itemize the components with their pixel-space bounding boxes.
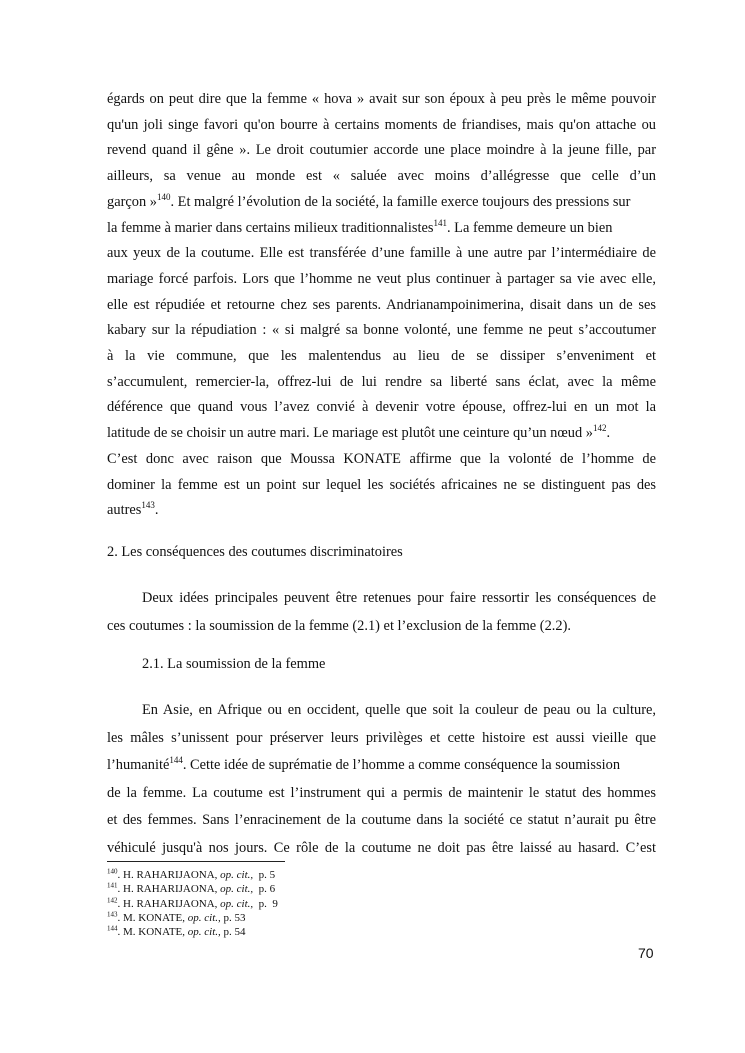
- footnotes: [107, 868, 278, 939]
- text-run: .: [606, 425, 611, 442]
- footnote-page: p. 9: [253, 897, 278, 910]
- footnote: [107, 897, 278, 911]
- footnote-cit: op. cit.,: [187, 926, 221, 939]
- text-line: et des femmes. Sans l’enracinement de la coutume dans la société ce statut n’aurait pu être: [107, 812, 656, 828]
- text-line: [107, 216, 656, 242]
- footnote-ref-143: 143: [141, 500, 155, 511]
- text-run: .: [154, 502, 159, 519]
- footnote-page: p. 54: [220, 926, 246, 939]
- text-line: [107, 752, 656, 780]
- footnote-cit: op. cit.,: [220, 883, 254, 896]
- text-line: C’est donc avec raison que Moussa KONATE affirme que la volonté de l’homme de: [107, 450, 656, 467]
- footnote-cit: op. cit.,: [220, 869, 254, 881]
- text-line: elle est répudiée et retourne chez ses parents. Andrianampoinimerina, disait dans un de ses: [107, 296, 656, 313]
- text-line: véhiculé jusqu'à nos jours. Ce rôle de la coutume ne doit pas être laissé au hasard. C’est: [107, 839, 656, 856]
- footnote-author: . H. RAHARIJAONA,: [117, 869, 221, 881]
- footnote: [107, 911, 278, 925]
- text-run: autres: [107, 502, 142, 519]
- section-heading: 2. Les conséquences des coutumes discriminatoires: [107, 544, 403, 560]
- footnote-cit: op. cit.,: [220, 897, 254, 910]
- text-line: Deux idées principales peuvent être retenues pour faire ressortir les conséquences de: [142, 590, 656, 606]
- text-run: . Cette idée de suprématie de l’homme a comme conséquence la soumission: [182, 757, 621, 773]
- text-line: déférence que quand vous l’avez convié à devenir votre épouse, offrez-lui en un mot la: [107, 399, 656, 416]
- footnote-number: 141: [107, 881, 118, 890]
- text-line: égards on peut dire que la femme « hova » avait sur son époux à peu près le même pouvoir: [107, 91, 656, 107]
- footnote-number: 143: [107, 910, 118, 919]
- text-line: En Asie, en Afrique ou en occident, quelle que soit la couleur de peau ou la culture,: [142, 702, 656, 718]
- subsection-heading: 2.1. La soumission de la femme: [142, 656, 326, 672]
- footnote-ref-141: 141: [433, 217, 447, 228]
- footnote-number: 144: [107, 924, 118, 933]
- footnote: [107, 925, 278, 939]
- footnote-ref-144: 144: [169, 755, 183, 766]
- text-line: mariage forcé parfois. Lors que l’homme ne veut plus continuer à partager sa vie avec elle,: [107, 270, 656, 287]
- text-line: qu'un joli singe favori qu'on bourre à certains moments de friandises, mais qu'on attache ou: [107, 116, 656, 133]
- text-line: [107, 498, 656, 524]
- footnote: [107, 868, 278, 882]
- footnote-cit: op. cit.,: [187, 911, 221, 924]
- text-run: garçon »: [107, 193, 157, 210]
- footnote-page: p. 53: [220, 911, 246, 924]
- footnote-author: . M. KONATE,: [117, 911, 188, 924]
- text-run: la femme à marier dans certains milieux traditionnalistes: [107, 219, 434, 236]
- paragraph-1: [107, 87, 656, 524]
- text-line: aux yeux de la coutume. Elle est transférée d’une famille à une autre par l’intermédiaire de: [107, 245, 656, 262]
- footnote-number: 140: [107, 867, 118, 876]
- footnote-author: . H. RAHARIJAONA,: [117, 897, 221, 910]
- footnote-ref-140: 140: [156, 192, 171, 203]
- footnote: [107, 882, 278, 896]
- text-run: l’humanité: [107, 757, 170, 773]
- page-number: 70: [638, 945, 654, 961]
- text-line: s’accumulent, remercier-la, offrez-lui de lui rendre sa liberté sans éclat, avec la même: [107, 373, 656, 390]
- text-run: . La femme demeure un bien: [446, 219, 613, 236]
- footnote-separator: [107, 861, 285, 862]
- footnote-author: . M. KONATE,: [117, 926, 188, 939]
- text-run: latitude de se choisir un autre mari. Le mariage est plutôt une ceinture qu’un nœud »: [107, 425, 593, 442]
- text-line: ailleurs, sa venue au monde est « saluée avec moins d’allégresse que celle d’un: [107, 168, 656, 185]
- footnote-page: p. 6: [253, 883, 276, 896]
- footnote-ref-142: 142: [592, 423, 607, 434]
- text-line: [107, 190, 656, 216]
- text-line: les mâles s’unissent pour préserver leurs privilèges et cette histoire est aussi vieille que: [107, 729, 656, 746]
- text-line: à la vie commune, que les malentendus au lieu de se dissiper s’enveniment et: [107, 348, 656, 365]
- text-line: ces coutumes : la soumission de la femme (2.1) et l’exclusion de la femme (2.2).: [107, 617, 571, 634]
- text-line: kabary sur la répudiation : « si malgré sa bonne volonté, une femme ne peut s’accoutumer: [107, 322, 656, 339]
- text-line: [107, 421, 656, 447]
- footnote-page: p. 5: [253, 869, 276, 881]
- text-run: . Et malgré l’évolution de la société, la famille exerce toujours des pressions sur: [170, 193, 631, 210]
- text-line: revend quand il gêne ». Le droit coutumier accorde une place moindre à la jeune fille, par: [107, 142, 656, 159]
- paragraph-2: [107, 585, 656, 640]
- text-line: de la femme. La coutume est l’instrument qui a permis de maintenir le statut des hommes: [107, 784, 656, 801]
- text-line: dominer la femme est un point sur lequel les sociétés africaines ne se distinguent pas des: [107, 476, 656, 493]
- footnote-author: . H. RAHARIJAONA,: [117, 883, 221, 896]
- paragraph-3: [107, 697, 656, 862]
- footnote-number: 142: [107, 895, 118, 904]
